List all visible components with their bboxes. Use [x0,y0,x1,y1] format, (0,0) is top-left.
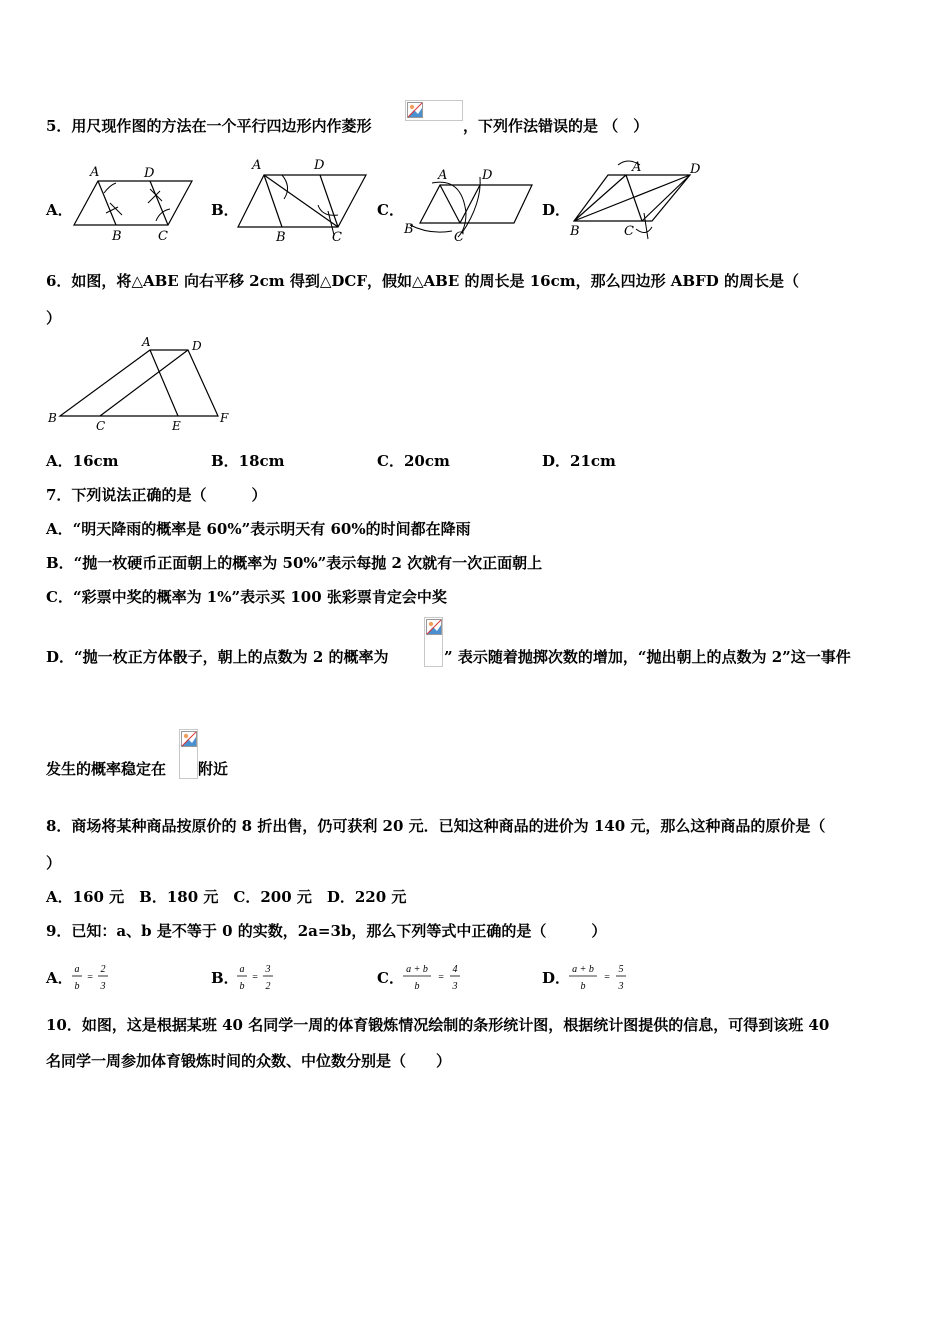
q9-option-c-letter: C． [377,969,404,987]
q6-option-c: C．20cm [377,452,450,470]
q5d-label-b: B [570,224,580,239]
q6-label-c: C [96,419,106,433]
q5a-label-d: D [144,166,155,181]
q7-stem: 7．下列说法正确的是（ ） [46,486,267,504]
q9d-den: b [580,981,586,992]
broken-image-icon [407,102,423,118]
q9c-rnum: 4 [452,964,458,975]
q9-option-a-letter: A． [46,969,73,987]
q9-option-b-letter: B． [211,969,239,987]
q5c-label-b: B [404,222,414,237]
q5-option-d-letter: D． [542,201,571,219]
q9a-den: b [74,981,80,992]
q5-option-a-letter: A． [46,201,73,219]
q6-figure [46,334,236,436]
q5-figure-a [70,163,200,245]
q6-stem-line1: 6．如图，将△ABE 向右平移 2cm 得到△DCF，假如△ABE 的周长是 16cm，那么四边形 ABFD 的周长是（ [46,272,799,290]
q5c-label-c: C [454,230,464,245]
q5b-label-c: C [332,230,342,245]
q5b-label-a: A [252,158,262,173]
q10-stem-line2: 名同学一周参加体育锻炼时间的众数、中位数分别是（ ） [46,1052,452,1070]
q5-option-c-letter: C． [377,201,404,219]
q5b-label-b: B [276,230,286,245]
q9-option-c-formula [400,960,470,994]
q7-option-c: C．“彩票中奖的概率为 1%”表示买 100 张彩票肯定会中奖 [46,588,447,606]
q7-option-d-part1: D．“抛一枚正方体骰子，朝上的点数为 2 的概率为 [46,648,389,666]
q7-option-a: A．“明天降雨的概率是 60%”表示明天有 60%的时间都在降雨 [46,520,471,538]
q6-label-d: D [192,339,202,353]
q9-stem: 9．已知：a、b 是不等于 0 的实数，2a=3b，那么下列等式中正确的是（ ） [46,922,607,940]
broken-image-icon [426,619,442,635]
broken-image-icon [181,731,197,747]
q5-figure-d [566,155,716,247]
q5-figure-c [400,163,540,245]
q9c-rden: 3 [452,981,458,992]
q9b-eq: = [251,972,259,983]
q8-options: A．160 元 B．180 元 C．200 元 D．220 元 [46,888,407,906]
q7-option-b: B．“抛一枚硬币正面朝上的概率为 50%”表示每抛 2 次就有一次正面朝上 [46,554,543,572]
q5-figure-b [234,155,374,247]
q6-stem-line2: ） [46,309,62,327]
q9b-den: b [239,981,245,992]
q5d-label-c: C [624,224,634,239]
q9-option-b-formula [235,960,285,994]
q6-label-b: B [48,411,57,425]
q6-option-d: D．21cm [542,452,616,470]
q5-stem-suffix: ，下列作法错误的是 （ ） [463,117,649,135]
q7-option-d-line2-part1: 发生的概率稳定在 [46,760,167,778]
q9c-num: a + b [406,964,428,975]
q6-label-f: F [220,411,229,425]
q9b-rnum: 3 [265,964,271,975]
q9d-rden: 3 [618,981,624,992]
q9a-rnum: 2 [100,964,106,975]
q9d-eq: = [603,972,611,983]
broken-image-rhombus [405,100,463,121]
q8-stem-line1: 8．商场将某种商品按原价的 8 折出售，仍可获利 20 元．已知这种商品的进价为 140 元，那么这种商品的原价是（ [46,817,826,835]
q5a-label-a: A [90,165,100,180]
q5a-label-b: B [112,229,122,244]
q9b-rden: 2 [265,981,271,992]
q9c-den: b [414,981,420,992]
broken-image-fraction-1 [424,617,443,667]
q9a-rden: 3 [100,981,106,992]
q6-option-a: A．16cm [46,452,119,470]
q6-option-b: B．18cm [211,452,285,470]
q5-stem-prefix: 5．用尺现作图的方法在一个平行四边形内作菱形 [46,117,372,135]
q9d-num: a + b [572,964,594,975]
q10-stem-line1: 10．如图，这是根据某班 40 名同学一周的体育锻炼情况绘制的条形统计图，根据统计图提供的信息，可得到该班 40 [46,1016,830,1034]
q9c-eq: = [437,972,445,983]
q5d-label-a: A [632,160,642,175]
q5b-label-d: D [314,158,325,173]
q6-label-e: E [172,419,181,433]
q5-stem [46,116,371,136]
q5c-label-d: D [482,168,493,183]
q7-option-d-line2-part2: 附近 [198,760,229,778]
q8-stem-line2: ） [46,854,62,872]
q9a-num: a [74,964,80,975]
q9d-rnum: 5 [618,964,624,975]
q5a-label-c: C [158,229,168,244]
q5-option-b-letter: B． [211,201,239,219]
q9a-eq: = [86,972,94,983]
broken-image-fraction-2 [179,729,198,779]
q6-label-a: A [142,335,151,349]
q9-option-d-letter: D． [542,969,571,987]
q9-option-a-formula [70,960,120,994]
q5d-label-d: D [690,162,701,177]
q5c-label-a: A [438,168,448,183]
q7-option-d-part2: ” 表示随着抛掷次数的增加，“抛出朝上的点数为 2”这一事件 [444,648,851,666]
q9-option-d-formula [566,960,636,994]
q9b-num: a [239,964,245,975]
